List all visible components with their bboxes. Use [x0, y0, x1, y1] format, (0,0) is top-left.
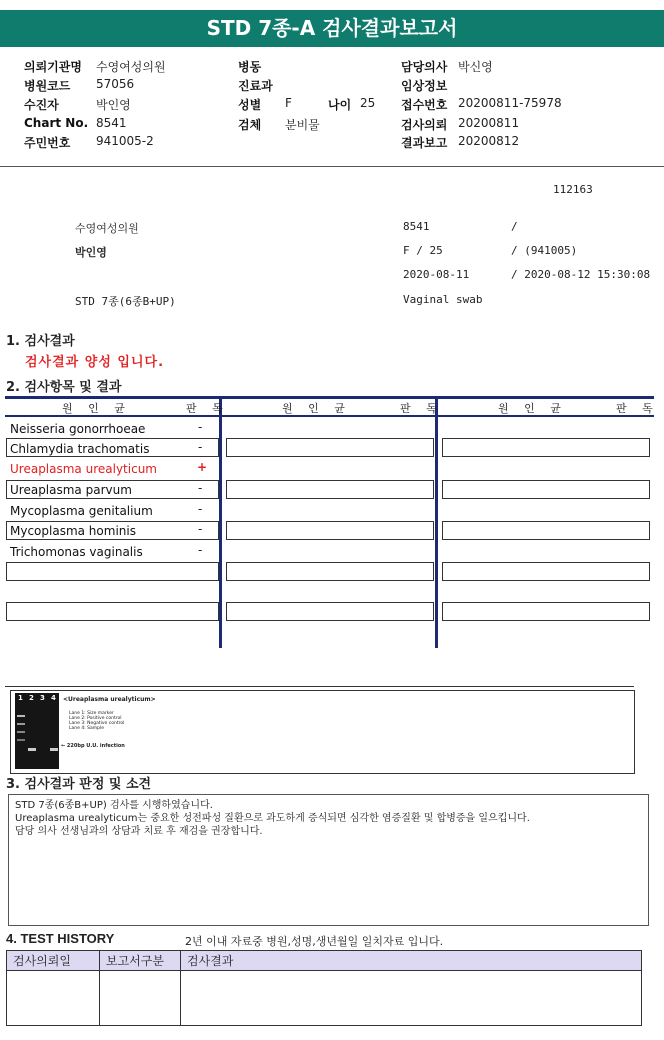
col-organism-2: 원 인 균 [282, 402, 351, 415]
opinion-line-1: STD 7종(6종B+UP) 검사를 시행하였습니다. [15, 800, 213, 811]
code-value: 57056 [96, 77, 135, 91]
history-col-report-type: 보고서구분 [100, 951, 181, 971]
report-label: 결과보고 [401, 136, 448, 150]
gel-legend-line: Lane 3: Negative control [69, 721, 125, 726]
organism-chlamydia: Chlamydia trachomatis [10, 442, 150, 456]
patient-label: 수진자 [24, 98, 59, 112]
info-date-request: 2020-08-11 [403, 268, 470, 281]
section4-heading: 4. TEST HISTORY [6, 931, 115, 946]
info-chart: 8541 [403, 220, 430, 233]
receipt-label: 접수번호 [401, 98, 448, 112]
chart-label: Chart No. [24, 116, 89, 130]
marker-band [17, 739, 25, 741]
result-mycoplasma-genitalium: - [198, 502, 203, 516]
gel-legend-line: Lane 2: Positive control [69, 716, 122, 721]
specimen-label: 검체 [238, 118, 262, 132]
gel-panel [10, 690, 635, 774]
lane-3-label: 3 [40, 694, 45, 702]
history-cell [100, 971, 181, 1026]
row-box [442, 480, 650, 499]
history-table [6, 950, 642, 1026]
row-box [442, 602, 650, 621]
age-label: 나이 [328, 98, 352, 112]
lane-1-label: 1 [18, 694, 23, 702]
history-cell [7, 971, 100, 1026]
row-box [442, 438, 650, 457]
opinion-line-3: 담당 의사 선생님과의 상담과 치료 후 재검을 권장합니다. [15, 826, 263, 837]
doctor-label: 담당의사 [401, 60, 448, 74]
col-organism-3: 원 인 균 [498, 402, 567, 415]
age-value: 25 [360, 96, 376, 110]
history-col-result: 검사결과 [181, 951, 642, 971]
dept-label: 진료과 [238, 79, 273, 93]
info-test: STD 7종(6종B+UP) [75, 295, 176, 308]
rrn-value: 941005-2 [96, 134, 154, 148]
info-date-report: / 2020-08-12 15:30:08 [511, 268, 651, 281]
gel-image [15, 693, 59, 769]
institution-value: 수영여성의원 [96, 60, 166, 74]
organism-ureaplasma-parvum: Ureaplasma parvum [10, 483, 132, 497]
result-trichomonas: - [198, 543, 203, 557]
history-note: 2년 이내 자료중 병원,성명,생년월일 일치자료 입니다. [185, 935, 444, 948]
gel-divider [5, 686, 634, 687]
clinical-label: 임상정보 [401, 79, 448, 93]
positive-band [28, 748, 36, 751]
institution-label: 의뢰기관명 [24, 60, 82, 74]
lane-2-label: 2 [29, 694, 34, 702]
info-name: 박인영 [75, 246, 107, 259]
section3-heading: 3. 검사결과 판정 및 소견 [6, 777, 152, 792]
history-row [7, 971, 642, 1026]
report-header [0, 50, 664, 165]
row-box [442, 521, 650, 540]
sample-band [50, 748, 58, 751]
organism-neisseria: Neisseria gonorrhoeae [10, 422, 146, 436]
gel-title: <Ureaplasma urealyticum> [63, 696, 156, 703]
result-ureaplasma-parvum: - [198, 481, 203, 495]
row-box [6, 562, 219, 581]
info-clinic: 수영여성의원 [75, 222, 139, 235]
result-neisseria: - [198, 420, 203, 434]
rrn-label: 주민번호 [24, 136, 71, 150]
report-value: 20200812 [458, 134, 520, 148]
result-chlamydia: - [198, 440, 203, 454]
row-box [226, 562, 434, 581]
patient-value: 박인영 [96, 98, 131, 112]
organism-mycoplasma-genitalium: Mycoplasma genitalium [10, 504, 153, 518]
gel-legend-line: Lane 1: Size marker [69, 711, 114, 716]
code-label: 병원코드 [24, 79, 71, 93]
organism-trichomonas: Trichomonas vaginalis [10, 545, 143, 559]
row-box [226, 438, 434, 457]
sex-value: F [285, 96, 292, 110]
gel-legend-line: Lane 4: Sample [69, 726, 104, 731]
table-top-border [5, 396, 654, 399]
chart-value: 8541 [96, 116, 127, 130]
row-box [226, 521, 434, 540]
organism-ureaplasma-urealyticum: Ureaplasma urealyticum [10, 462, 157, 476]
row-box [442, 562, 650, 581]
marker-band [17, 723, 25, 725]
col-judgement-2: 판 독 [400, 402, 443, 415]
result-summary: 검사결과 양성 입니다. [25, 355, 165, 370]
request-label: 검사의뢰 [401, 118, 448, 132]
table-divider-2 [435, 396, 438, 648]
result-mycoplasma-hominis: - [198, 522, 203, 536]
marker-band [17, 731, 25, 733]
info-specimen: Vaginal swab [403, 293, 483, 306]
info-sex-age: F / 25 [403, 244, 443, 257]
col-judgement-1: 판 독 [186, 402, 229, 415]
info-birth: / (941005) [511, 244, 578, 257]
receipt-value: 20200811-75978 [458, 96, 562, 110]
report-id: 112163 [553, 183, 593, 196]
ward-label: 병동 [238, 60, 262, 74]
history-col-request-date: 검사의뢰일 [7, 951, 100, 971]
report-title: STD 7종-A 검사결과보고서 [0, 10, 664, 47]
result-ureaplasma-urealyticum: + [197, 460, 208, 474]
section2-heading: 2. 검사항목 및 결과 [6, 380, 122, 395]
sex-label: 성별 [238, 98, 262, 112]
info-slash: / [511, 220, 518, 233]
col-judgement-3: 판 독 [616, 402, 659, 415]
history-cell [181, 971, 642, 1026]
specimen-value: 분비물 [285, 118, 320, 132]
opinion-line-2: Ureaplasma urealyticum는 중요한 성전파성 질환으로 과도하게 증식되면 심각한 염증질환 및 합병증을 일으킵니다. [15, 813, 530, 824]
lane-4-label: 4 [51, 694, 56, 702]
row-box [6, 602, 219, 621]
table-divider-1 [219, 396, 222, 648]
marker-band [17, 715, 25, 717]
gel-legend [69, 711, 124, 731]
doctor-value: 박신영 [458, 60, 493, 74]
header-divider [0, 166, 664, 167]
section1-heading: 1. 검사결과 [6, 334, 75, 349]
row-box [226, 602, 434, 621]
col-organism-1: 원 인 균 [62, 402, 131, 415]
gel-band-label: ← 220bp U.U. infection [61, 743, 125, 749]
request-value: 20200811 [458, 116, 520, 130]
organism-mycoplasma-hominis: Mycoplasma hominis [10, 524, 136, 538]
row-box [226, 480, 434, 499]
